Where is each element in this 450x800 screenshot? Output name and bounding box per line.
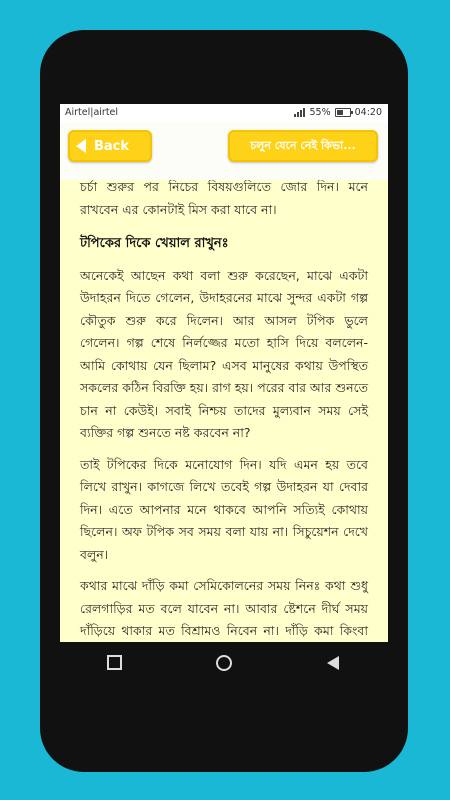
back-arrow-icon <box>76 139 86 153</box>
signal-icon <box>294 108 305 117</box>
battery-icon <box>335 108 351 117</box>
status-right <box>294 107 382 118</box>
home-icon[interactable] <box>204 655 244 676</box>
clock: 04:20 <box>354 107 382 118</box>
power-button <box>404 310 408 400</box>
paragraph-2: তাই টপিকের দিকে মনোযোগ দিন। যদি এমন হয় তবে লিখে রাখুন। কাগজে লিখে তবেই গল্প উদাহরন যা দেবার দিন। এতে আপনার মনে থাকবে আপনি সত্যিই কোথায় ছিলেন। অফ টপিক সব সময় বলা যায় না। সিচুয়েশন দেখে বলুন। <box>80 456 368 562</box>
intro-paragraph: চর্চা শুরুর পর নিচের বিষয়গুলিতে জোর দিন। মনে রাখবেন এর কোনটাই মিস করা যাবে না। <box>80 180 368 217</box>
screen <box>60 104 388 684</box>
paragraph-3: কথার মাঝে দাঁড়ি কমা সেমিকোলনের সময় নিনঃ কথা শুধু রেলগাড়ির মত বলে যাবেন না। আবার ষ্টেশনে দীর্ঘ সময় দাঁড়িয়ে থাকার মত বিশ্রামও নিবেন না। দাঁড়ি কমা কিংবা <box>80 578 368 638</box>
back-button-label: Back <box>94 138 130 154</box>
status-bar <box>60 104 388 122</box>
battery-percent: 55% <box>309 107 331 118</box>
back-nav-icon[interactable] <box>313 655 353 675</box>
navigation-bar <box>60 642 388 688</box>
next-topic-button[interactable] <box>228 130 378 162</box>
toolbar <box>60 122 388 180</box>
next-topic-label: চলুন যেনে নেই কিভা... <box>250 138 356 152</box>
back-button[interactable] <box>68 130 152 162</box>
carrier-name: Airtel|airtel <box>65 107 119 118</box>
paragraph-1: অনেকেই আছেন কথা বলা শুরু করেছেন, মাঝে একটা উদাহরন দিতে গেলেন, উদাহরনের মাঝে সুন্দর একটা গল্প কৌতুক শুরু করে দিলেন। আর আসল টপিক ভুলে গেলেন। গল্প শেষে নির্লজ্জের মতো হাসি দিয়ে বললেন- আমি কোথায় যেন ছিলাম? এসব মানুষের কথায় উপস্থিত সকলের কঠিন বিরক্তি হয়। রাগ হয়। পরের বার আর শুনতে চান না কেউই। সবাই নিশ্চয় তাদের মুল্যবান সময় সেই ব্যক্তির গল্প শুনতে নষ্ট করবেন না? <box>80 267 368 440</box>
recent-apps-icon[interactable] <box>95 655 135 675</box>
volume-button <box>404 205 408 251</box>
section-heading: টপিকের দিকে খেয়াল রাখুনঃ <box>80 236 229 251</box>
article-text <box>60 180 388 674</box>
article-content[interactable] <box>60 180 388 684</box>
